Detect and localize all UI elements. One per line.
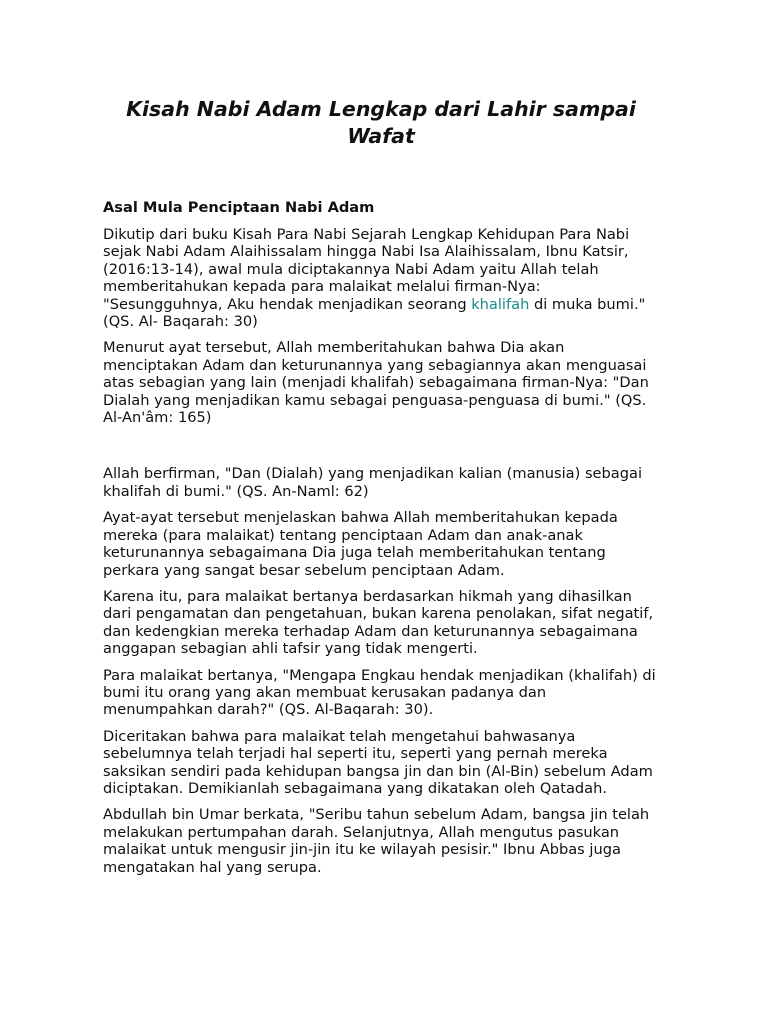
document-page — [103, 96, 659, 876]
paragraph-6: Para malaikat bertanya, "Mengapa Engkau hendak menjadikan (khalifah) di bumi itu orang yang akan membuat kerusakan padanya dan menumpahkan darah?" (QS. Al-Baqarah: 30). — [103, 666, 656, 719]
paragraph-4: Ayat-ayat tersebut menjelaskan bahwa Allah memberitahukan kepada mereka (para malaikat) tentang penciptaan Adam dan anak-anak keturunannya sebagaimana Dia juga telah memberitahukan tentang perkara yang sangat besar sebelum penciptaan Adam. — [103, 509, 618, 579]
paragraph-5: Karena itu, para malaikat bertanya berdasarkan hikmah yang dihasilkan dari pengamatan dan pengetahuan, bukan karena penolakan, sifat negatif, dan kedengkian mereka terhadap Adam dan keturunannya sebagaimana anggapan sebagian ahli tafsir yang tidak mengerti. — [103, 587, 654, 658]
paragraph-1 — [103, 226, 659, 330]
paragraph-2: Menurut ayat tersebut, Allah memberitahukan bahwa Dia akan menciptakan Adam dan keturunannya yang sebagiannya akan menguasai atas sebagian yang lain (menjadi khalifah) sebagaimana firman-Nya: "Dan Dialah yang menjadikan kamu sebagai penguasa-penguasa di bumi." (QS. Al-An'âm: 165) — [103, 339, 649, 427]
blank-line — [103, 426, 659, 465]
section-heading: Asal Mula Penciptaan Nabi Adam — [103, 199, 375, 216]
paragraph-1-text-end: di muka bumi." (QS. Al- Baqarah: 30) — [103, 295, 646, 331]
paragraph-3: Allah berfirman, "Dan (Dialah) yang menjadikan kalian (manusia) sebagai khalifah di bumi." (QS. An-Naml: 62) — [103, 465, 643, 500]
paragraph-1-text-start: Dikutip dari buku Kisah Para Nabi Sejarah Lengkap Kehidupan Para Nabi sejak Nabi Adam Alaihissalam hingga Nabi Isa Alaihissalam, Ibnu Katsir, (2016:13-14), awal mula diciptakannya Nabi Adam yaitu Allah telah memberitahukan kepada para malaikat melalui firman-Nya: "Sesungguhnya, Aku hendak menjadikan seorang — [103, 226, 630, 313]
paragraph-7: Diceritakan bahwa para malaikat telah mengetahui bahwasanya sebelumnya telah terjadi hal seperti itu, seperti yang pernah mereka saksikan sendiri pada kehidupan bangsa jin dan bin (Al-Bin) sebelum Adam diciptakan. Demikianlah sebagaimana yang dikatakan oleh Qatadah. — [103, 727, 653, 797]
paragraph-8: Abdullah bin Umar berkata, "Seribu tahun sebelum Adam, bangsa jin telah melakukan pertumpahan darah. Selanjutnya, Allah mengutus pasukan malaikat untuk mengusir jin-jin itu ke wilayah pesisir." Ibnu Abbas juga mengatakan hal yang serupa. — [103, 806, 650, 876]
document-title: Kisah Nabi Adam Lengkap dari Lahir sampai Wafat — [126, 97, 636, 148]
khalifah-link[interactable]: khalifah — [471, 295, 530, 313]
